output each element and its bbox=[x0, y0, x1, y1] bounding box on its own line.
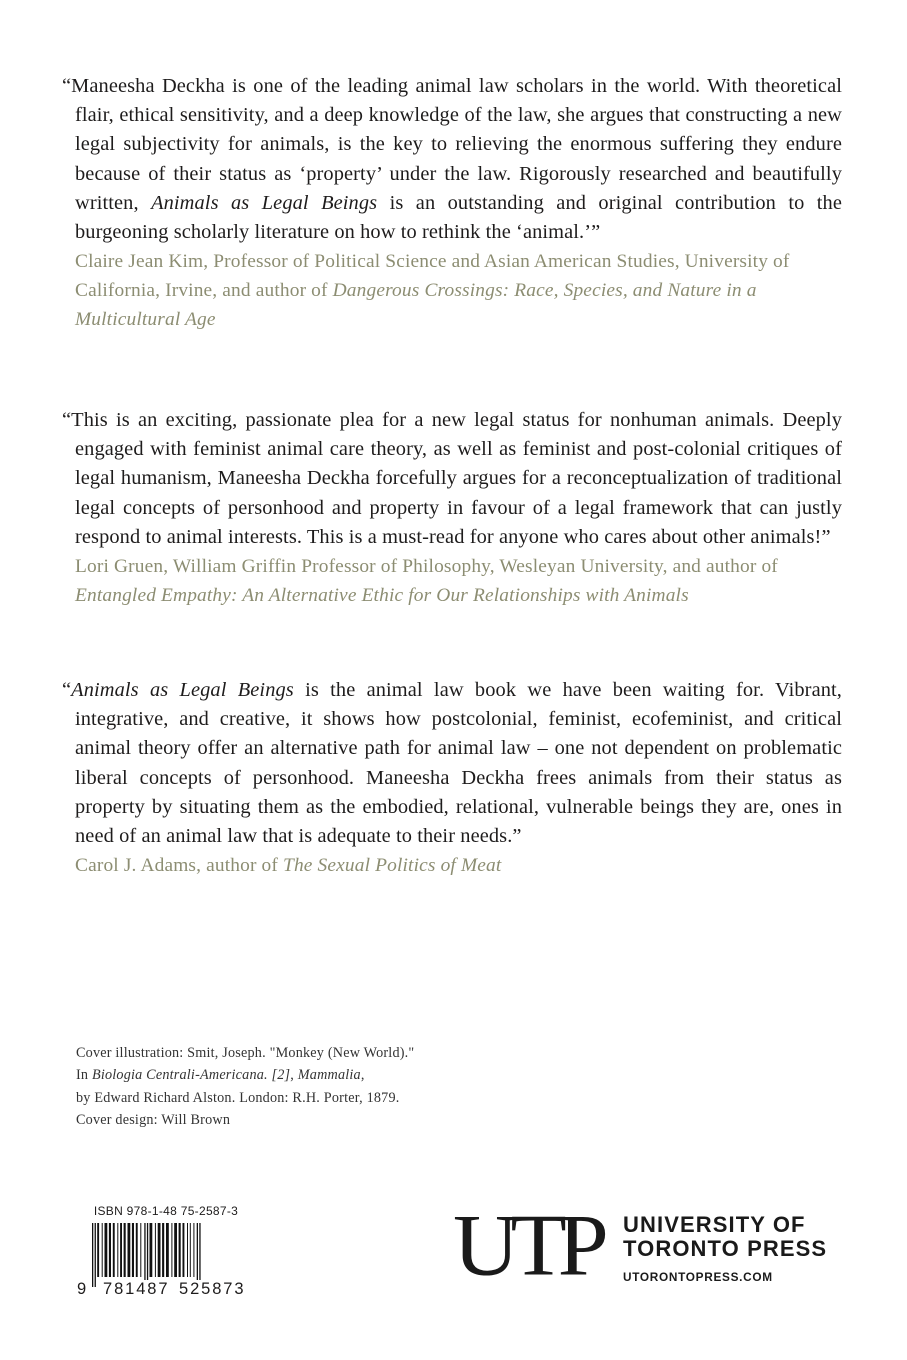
barcode-bar bbox=[199, 1223, 200, 1287]
barcode-bar bbox=[128, 1223, 131, 1277]
publisher-url: UTORONTOPRESS.COM bbox=[623, 1270, 773, 1284]
publication-credit: by Edward Richard Alston. London: R.H. Porter, 1879. bbox=[76, 1089, 400, 1106]
barcode-bar bbox=[105, 1223, 108, 1277]
barcode-bar bbox=[158, 1223, 161, 1277]
barcode-bar bbox=[162, 1223, 164, 1277]
barcode-bar bbox=[179, 1223, 181, 1277]
barcode-bar bbox=[136, 1223, 138, 1277]
barcode-bar bbox=[155, 1223, 156, 1277]
barcode-bar bbox=[92, 1223, 93, 1287]
barcode-bar bbox=[124, 1223, 126, 1277]
quote-text: “This is an exciting, passionate plea for a new legal status for nonhuman animals. Deeply engaged with feminist animal care theory, as well as feminist and post-colonial critiques of legal humanism, Maneesha Deckha forcefully argues for a reconceptualization of traditional legal concepts of personhood and property in favour of a legal framework that can justly respond to animal interests. This is a must-read for anyone who cares about other animals!” bbox=[62, 409, 842, 548]
barcode-bar bbox=[147, 1223, 148, 1287]
barcode bbox=[76, 1223, 256, 1299]
barcode-bar bbox=[193, 1223, 194, 1277]
barcode-bar bbox=[102, 1223, 103, 1277]
barcode-bar bbox=[190, 1223, 191, 1277]
barcode-bar bbox=[197, 1223, 198, 1287]
quote-attribution: Lori Gruen, William Griffin Professor of Philosophy, Wesleyan University, and author of Entangled Empathy: An Alternative Ethic for Our Relationships with Animals bbox=[75, 556, 778, 607]
barcode-bar bbox=[95, 1223, 96, 1287]
barcode-bar bbox=[150, 1223, 153, 1277]
blurb-gruen bbox=[62, 406, 842, 610]
barcode-digits-right: 525873 bbox=[179, 1280, 246, 1298]
barcode-bar bbox=[113, 1223, 115, 1277]
source-credit: In Biologia Centrali-Americana. [2], Mammalia, bbox=[76, 1067, 365, 1084]
cover-credits bbox=[76, 1042, 414, 1132]
barcode-bar bbox=[120, 1223, 122, 1277]
utp-monogram: UTP bbox=[453, 1196, 600, 1294]
barcode-bar bbox=[109, 1223, 111, 1277]
illustration-credit: Cover illustration: Smit, Joseph. "Monkey (New World)." bbox=[76, 1045, 415, 1061]
design-credit: Cover design: Will Brown bbox=[76, 1112, 231, 1129]
publisher-logo bbox=[453, 1196, 843, 1294]
blurb-kim bbox=[62, 72, 842, 334]
barcode-bar bbox=[140, 1223, 141, 1277]
isbn-label: ISBN 978-1-48 75-2587-3 bbox=[93, 1204, 239, 1218]
publisher-name: UNIVERSITY OF TORONTO PRESS bbox=[623, 1212, 828, 1261]
barcode-bar bbox=[171, 1223, 172, 1277]
barcode-bar bbox=[97, 1223, 99, 1277]
blurb-adams bbox=[62, 676, 842, 880]
barcode-bar bbox=[187, 1223, 188, 1277]
quote-attribution: Carol J. Adams, author of The Sexual Politics of Meat bbox=[75, 855, 502, 877]
isbn-barcode-block bbox=[76, 1204, 256, 1299]
barcode-bar bbox=[144, 1223, 145, 1287]
barcode-bar bbox=[117, 1223, 118, 1277]
barcode-bar bbox=[166, 1223, 169, 1277]
barcode-bar bbox=[183, 1223, 185, 1277]
quote-text: “Maneesha Deckha is one of the leading animal law scholars in the world. With theoretical flair, ethical sensitivity, and a deep knowledge of the law, she argues that constructing a new legal subjectivity for animals, is the key to relieving the enormous suffering they endure because of their status as ‘property’ under the law. Rigorously researched and beautifully written, Animals as Legal Beings is an outstanding and original contribution to the burgeoning scholarly literature on how to rethink the ‘animal.’” bbox=[62, 75, 842, 244]
barcode-digits-left: 781487 bbox=[103, 1280, 170, 1298]
quote-text: “Animals as Legal Beings is the animal law book we have been waiting for. Vibrant, integrative, and creative, it shows how postcolonial, feminist, ecofeminist, and critical animal theory offer an alternative path for animal law – one not dependent on problematic liberal concepts of personhood. Maneesha Deckha frees animals from their status as property by situating them as the embodied, relational, vulnerable beings they are, ones in need of an animal law that is adequate to their needs.” bbox=[62, 679, 842, 848]
quote-attribution: Claire Jean Kim, Professor of Political Science and Asian American Studies, University of California, Irvine, and author of Dangerous Crossings: Race, Species, and Nature in a Multicultural Age bbox=[75, 251, 790, 331]
barcode-bar bbox=[132, 1223, 134, 1277]
barcode-bar bbox=[174, 1223, 177, 1277]
barcode-digit-lead: 9 bbox=[77, 1280, 89, 1298]
